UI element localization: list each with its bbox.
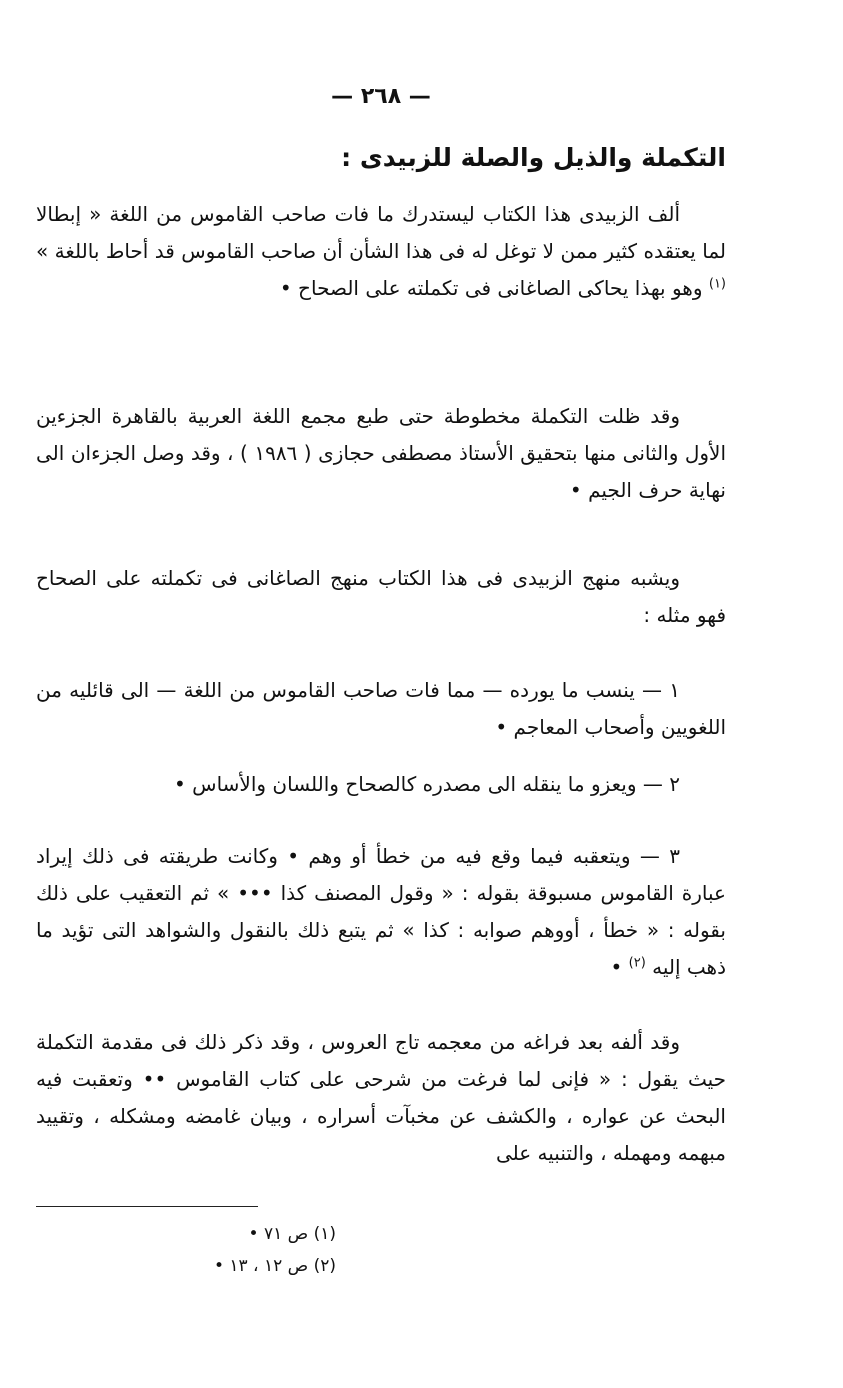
- list-item-2: ٢ — ويعزو ما ينقله الى مصدره كالصحاح واللسان والأساس •: [174, 772, 680, 796]
- paragraph-composition: وقد ألفه بعد فراغه من معجمه تاج العروس ، وقد ذكر ذلك فى مقدمة التكملة حيث يقول : « فإنى لما فرغت من شرحى على كتاب القاموس •• وتعقبت فيه البحث عن عواره ، والكشف عن مخبآت أسراره ، وبيان غامضه ومشكله ، وتقييد مبهمه ومهمله ، والتنبيه على: [36, 1030, 726, 1165]
- list-item-3: [36, 838, 726, 986]
- footnote-divider: [36, 1206, 258, 1207]
- book-page: [36, 0, 726, 1388]
- list-item-1: ١ — ينسب ما يورده — مما فات صاحب القاموس من اللغة — الى قائليه من اللغويين وأصحاب المعاجم •: [36, 678, 726, 739]
- paragraph-method: ويشبه منهج الزبيدى فى هذا الكتاب منهج الصاغانى فى تكملته على الصحاح فهو مثله :: [36, 566, 726, 627]
- paragraph-purpose-text: ألف الزبيدى هذا الكتاب ليستدرك ما فات صاحب القاموس من اللغة « إبطالا لما يعتقده كثير ممن لا توغل له فى هذا الشأن أن صاحب القاموس قد أحاط باللغة »: [36, 202, 726, 263]
- paragraph-purpose: [36, 196, 726, 307]
- page-number: — ٢٦٨ —: [331, 84, 431, 109]
- list-item-3-text: ٣ — ويتعقبه فيما وقع فيه من خطأ أو وهم • وكانت طريقته فى ذلك إيراد عبارة القاموس مسبوقة بقوله : « وقول المصنف كذا ••• » ثم التعقيب على ذلك بقوله : « خطأ ، أووهم صوابه : كذا » ثم يتبع ذلك بالنقول والشواهد التى تؤيد ما ذهب إليه: [36, 844, 726, 979]
- footnote-ref-2: (٢): [628, 955, 646, 971]
- footnote-1: (١) ص ٧١ •: [248, 1224, 336, 1244]
- footnotes: [76, 1218, 336, 1282]
- paragraph-publication: وقد ظلت التكملة مخطوطة حتى طبع مجمع اللغة العربية بالقاهرة الجزءين الأول والثانى منها بتحقيق الأستاذ مصطفى حجازى ( ١٩٨٦ ) ، وقد وصل الجزءان الى نهاية حرف الجيم •: [36, 404, 726, 502]
- section-heading: التكملة والذيل والصلة للزبيدى :: [341, 143, 726, 172]
- paragraph-purpose-continuation: وهو بهذا يحاكى الصاغانى فى تكملته على الصحاح •: [279, 276, 703, 300]
- footnote-2: (٢) ص ١٢ ، ١٣ •: [213, 1256, 336, 1276]
- footnote-ref-1: (١): [708, 276, 726, 292]
- list-item-3-end: •: [610, 955, 623, 979]
